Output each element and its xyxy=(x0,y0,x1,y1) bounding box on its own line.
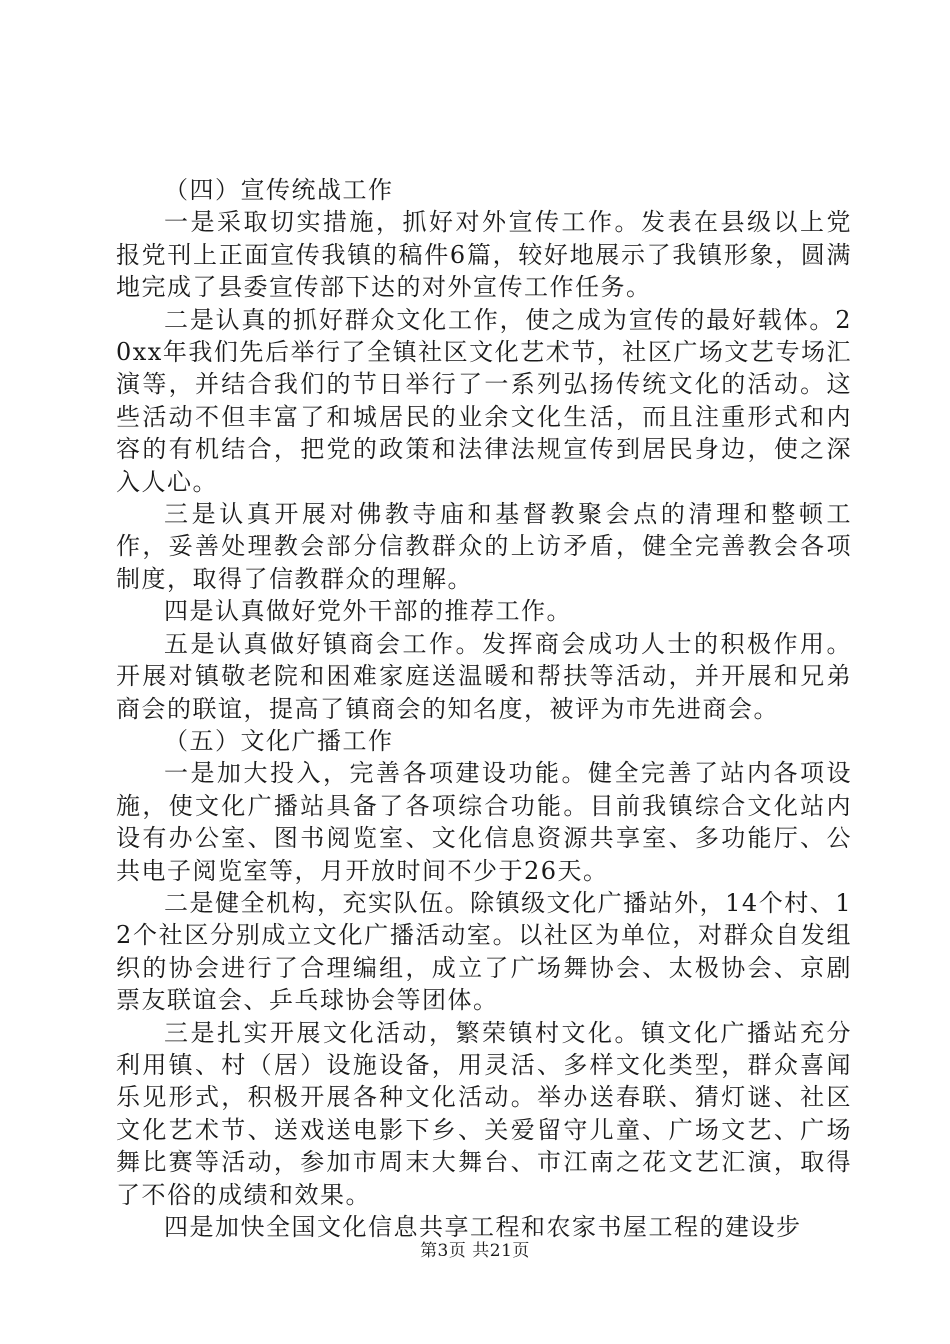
page-number-footer: 第3页 共21页 xyxy=(420,1241,530,1261)
paragraph: 三是认真开展对佛教寺庙和基督教聚会点的清理和整顿工作，妥善处理教会部分信教群众的上访矛盾，健全完善教会各项制度，取得了信教群众的理解。 xyxy=(116,500,852,593)
section-heading-culture-broadcast: （五）文化广播工作 xyxy=(164,726,394,755)
document-body xyxy=(116,174,852,1243)
section-heading-propaganda: （四）宣传统战工作 xyxy=(164,176,394,204)
paragraph: 五是认真做好镇商会工作。发挥商会成功人士的积极作用。开展对镇敬老院和困难家庭送温暖和帮扶等活动，并开展和兄弟商会的联谊，提高了镇商会的知名度，被评为市先进商会。 xyxy=(116,629,852,723)
paragraph: 一是加大投入，完善各项建设功能。健全完善了站内各项设施，使文化广播站具备了各项综合功能。目前我镇综合文化站内设有办公室、图书阅览室、文化信息资源共享室、多功能厅、公共电子阅览室等，月开放时间不少于26天。 xyxy=(116,759,852,885)
paragraph: 四是加快全国文化信息共享工程和农家书屋工程的建设步 xyxy=(164,1213,802,1241)
paragraph: 三是扎实开展文化活动，繁荣镇村文化。镇文化广播站充分利用镇、村（居）设施设备，用灵活、多样文化类型，群众喜闻乐见形式，积极开展各种文化活动。举办送春联、猜灯谜、社区文化艺术节、送戏送电影下乡、关爱留守儿童、广场文艺、广场舞比赛等活动，参加市周末大舞台、市江南之花文艺汇演，取得了不俗的成绩和效果。 xyxy=(116,1018,852,1209)
paragraph: 二是健全机构，充实队伍。除镇级文化广播站外，14个村、12个社区分别成立文化广播活动室。以社区为单位，对群众自发组织的协会进行了合理编组，成立了广场舞协会、太极协会、京剧票友联谊会、乒乓球协会等团体。 xyxy=(116,888,852,1015)
paragraph: 二是认真的抓好群众文化工作，使之成为宣传的最好载体。20xx年我们先后举行了全镇社区文化艺术节，社区广场文艺专场汇演等，并结合我们的节日举行了一系列弘扬传统文化的活动。这些活动不但丰富了和城居民的业余文化生活，而且注重形式和内容的有机结合，把党的政策和法律法规宣传到居民身边，使之深入人心。 xyxy=(116,305,852,496)
paragraph: 四是认真做好党外干部的推荐工作。 xyxy=(164,597,572,626)
paragraph: 一是采取切实措施，抓好对外宣传工作。发表在县级以上党报党刊上正面宣传我镇的稿件6篇，较好地展示了我镇形象，圆满地完成了县委宣传部下达的对外宣传工作任务。 xyxy=(116,208,852,302)
